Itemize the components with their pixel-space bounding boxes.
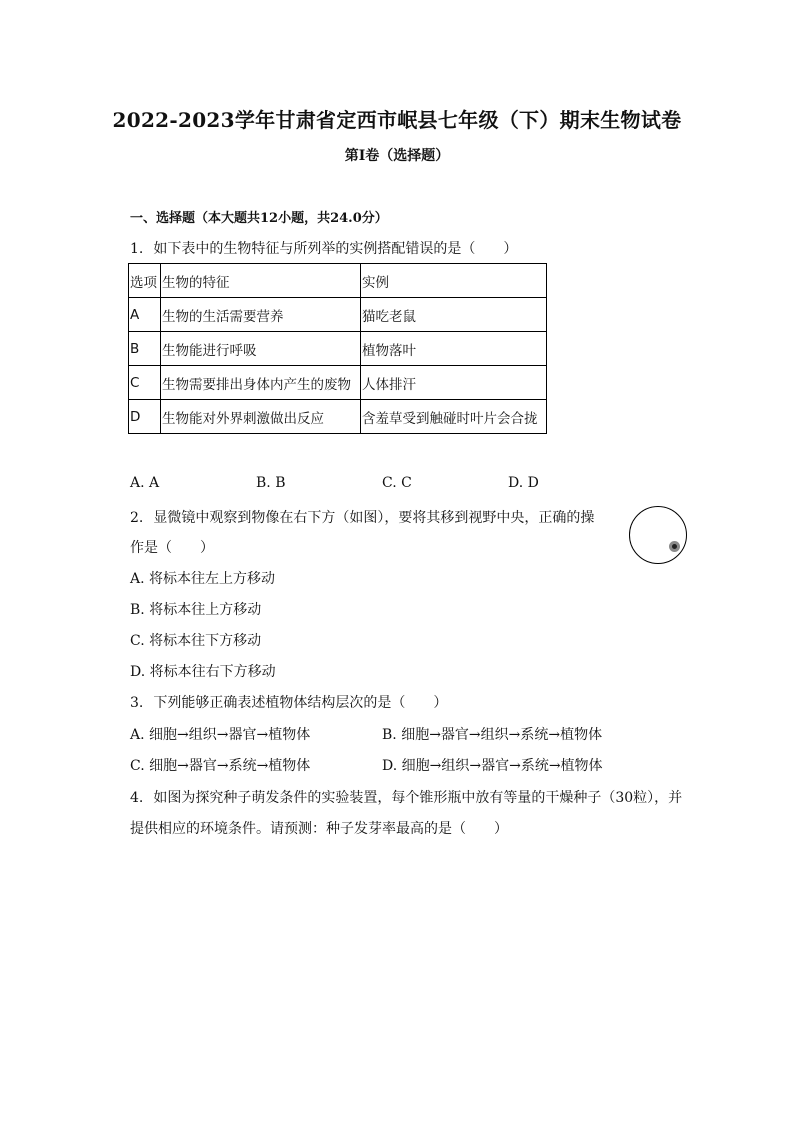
- question-number: 1.: [130, 241, 144, 257]
- table-header-row: [129, 264, 547, 298]
- table-row: [129, 332, 547, 366]
- question-text: 下列能够正确表述植物体结构层次的是（ ）: [153, 695, 448, 711]
- table-cell: C: [129, 366, 161, 400]
- option-c: C. C: [382, 475, 412, 491]
- table-cell: 猫吃老鼠: [361, 298, 547, 332]
- option-a: A. 将标本往左上方移动: [130, 571, 276, 587]
- microscope-field-figure: [629, 506, 687, 564]
- question-3: [130, 692, 447, 712]
- question-number: 4.: [130, 790, 144, 806]
- table-cell: 植物落叶: [361, 332, 547, 366]
- question-number: 3.: [130, 695, 144, 711]
- table-cell: 生物的生活需要营养: [161, 298, 361, 332]
- question-4: [130, 787, 682, 807]
- page-title: 2022-2023学年甘肃省定西市岷县七年级（下）期末生物试卷: [112, 108, 682, 132]
- option-d: D. 细胞→组织→器官→系统→植物体: [382, 758, 603, 774]
- option-b: B. B: [256, 475, 286, 491]
- page-subtitle: 第I卷（选择题）: [344, 148, 450, 164]
- question-number: 2.: [130, 510, 144, 526]
- table-header-cell: 选项: [129, 264, 161, 298]
- option-a: A. 细胞→组织→器官→植物体: [130, 727, 311, 743]
- specimen-dot: [669, 541, 680, 552]
- question-text: 如下表中的生物特征与所列举的实例搭配错误的是（ ）: [153, 241, 518, 257]
- table-cell: 生物能进行呼吸: [161, 332, 361, 366]
- option-d: D. 将标本往右下方移动: [130, 664, 276, 680]
- question-4-line2: 提供相应的环境条件。请预测：种子发芽率最高的是（ ）: [130, 821, 508, 837]
- question-1: [130, 238, 517, 258]
- table-header-cell: 实例: [361, 264, 547, 298]
- option-b: B. 将标本往上方移动: [130, 602, 262, 618]
- table-row: [129, 400, 547, 434]
- table-cell: 生物需要排出身体内产生的废物: [161, 366, 361, 400]
- question-2-line2: 作是（ ）: [130, 540, 214, 556]
- option-b: B. 细胞→器官→组织→系统→植物体: [382, 727, 603, 743]
- table-cell: B: [129, 332, 161, 366]
- section-heading: 一、选择题（本大题共12小题，共24.0分）: [130, 211, 388, 226]
- table-row: [129, 298, 547, 332]
- table-cell: D: [129, 400, 161, 434]
- table-row: [129, 366, 547, 400]
- table-cell: 含羞草受到触碰时叶片会合拢: [361, 400, 547, 434]
- table-cell: 人体排汗: [361, 366, 547, 400]
- option-c: C. 细胞→器官→系统→植物体: [130, 758, 311, 774]
- question-text: 如图为探究种子萌发条件的实验装置，每个锥形瓶中放有等量的干燥种子（30粒），并: [153, 790, 683, 806]
- option-c: C. 将标本往下方移动: [130, 633, 262, 649]
- question-2: [130, 507, 594, 527]
- question-1-table: [128, 263, 547, 434]
- table-cell: A: [129, 298, 161, 332]
- question-text: 显微镜中观察到物像在右下方（如图），要将其移到视野中央，正确的操: [153, 510, 595, 526]
- option-a: A. A: [130, 475, 160, 491]
- option-d: D. D: [508, 475, 539, 491]
- table-header-cell: 生物的特征: [161, 264, 361, 298]
- table-cell: 生物能对外界刺激做出反应: [161, 400, 361, 434]
